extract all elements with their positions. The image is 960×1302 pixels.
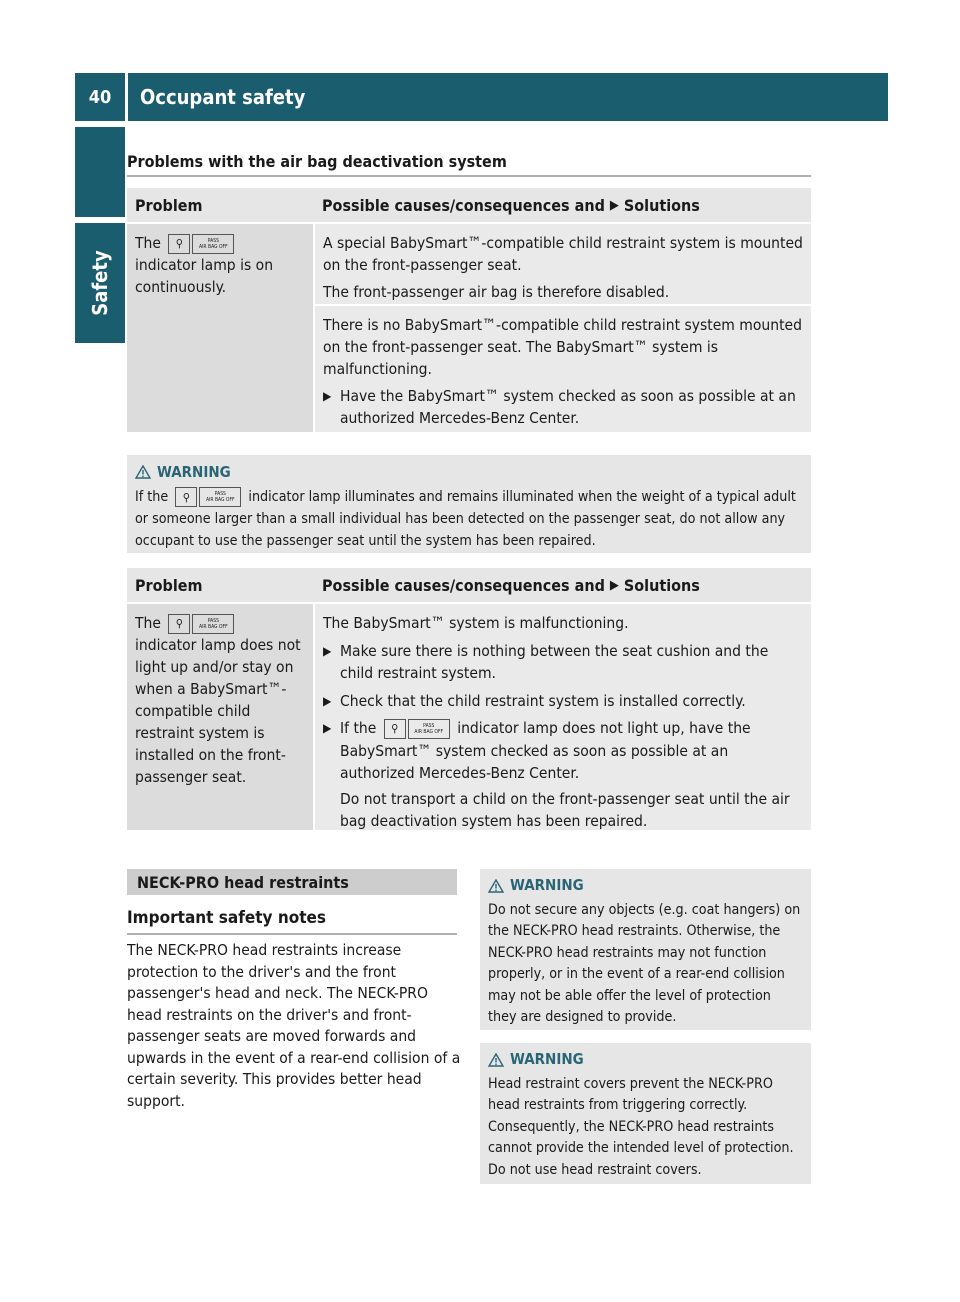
col-causes-label: Possible causes/consequences and [322,575,605,595]
solution-note: Do not transport a child on the front-passenger seat until the air bag deactivation system has been repaired. [340,789,790,830]
side-tab [75,223,125,343]
child-seat-icon: ⚲ [384,719,406,739]
pass-airbag-off-icon: PASS AIR BAG OFF [199,487,241,507]
warning-text: If the [135,489,169,505]
warning-box [480,1043,811,1184]
table1-header [127,188,811,222]
solution-item: ▶ If the ⚲ PASS AIR BAG OFF indicator lamp does not light up, have the BabySmart™ system checked as soon as possible at an authorized Mercedes-Benz Center. Do not transport a child on the front-passenger seat until the air bag deactivation system has been repaired. [323,717,803,833]
col-causes [322,576,700,595]
child-seat-icon: ⚲ [168,234,190,254]
col-solutions-label: Solutions [623,575,700,595]
table1-cause1-cell [315,224,811,304]
warning-triangle-icon [488,1053,504,1067]
table2-header [127,568,811,602]
solution-item: ▶ Have the BabySmart™ system checked as soon as possible at an authorized Mercedes-Benz Center. [323,387,796,427]
warning-text: Head restraint covers prevent the NECK-PRO head restraints from triggering correctly. Consequently, the NECK-PRO head restraints cannot provide the intended level of protection. Do not use head restraint covers. [488,1075,794,1178]
warning-triangle-icon [488,879,504,893]
warning-text: indicator lamp illuminates and remains illuminated when the weight of a typical adult or someone larger than a small individual has been detected on the passenger seat, do not allow any occupant to use the passenger seat until the system has been repaired. [135,489,796,549]
warning-label: WARNING [157,463,231,481]
col-causes [322,196,700,215]
section-title: Problems with the air bag deactivation system [127,152,811,177]
pass-airbag-off-icon: PASS AIR BAG OFF [408,719,450,739]
pass-airbag-off-icon: PASS AIR BAG OFF [192,614,234,634]
col-solutions-label: Solutions [623,195,700,215]
table2-problem-cell [127,604,313,830]
col-causes-label: Possible causes/consequences and [322,195,605,215]
warning-box [127,455,811,553]
problem-text: The [135,234,161,252]
neck-pro-body: The NECK-PRO head restraints increase protection to the driver's and the front passenger's head and neck. The NECK-PRO head restraints on the driver's and front-passenger seats are moved forwards and upwards in the event of a rear-end collision of a certain severity. This provides better head support. [127,941,461,1110]
arrow-right-icon: ▶ [609,197,619,213]
warning-label: WARNING [510,876,584,894]
indicator-icons [175,487,241,507]
cause-text: The front-passenger air bag is therefore disabled. [323,283,670,301]
arrow-right-icon: ▶ [323,389,332,403]
col-problem: Problem [135,195,203,215]
cause-text: There is no BabySmart™-compatible child restraint system mounted on the front-passenger seat. The BabySmart™ system is malfunctioning. [323,316,802,378]
child-seat-icon: ⚲ [175,487,197,507]
warning-text: Do not secure any objects (e.g. coat hangers) on the NECK-PRO head restraints. Otherwise, the NECK-PRO head restraints may not function properly, or in the event of a rear-end collision may not be able offer the level of protection they are designed to provide. [488,901,801,1025]
problem-text: The [135,614,161,632]
side-tab-label: Safety [88,250,112,316]
chapter-title: Occupant safety [128,73,888,121]
warning-header [488,1049,803,1071]
indicator-icons [168,234,234,254]
arrow-right-icon: ▶ [323,693,332,708]
warning-triangle-icon [135,465,151,479]
warning-header [488,875,803,897]
solution-item: ▶ Check that the child restraint system is installed correctly. [323,690,803,713]
problem-text: indicator lamp is on continuously. [135,256,274,296]
cause-text: The BabySmart™ system is malfunctioning. [323,614,629,632]
neck-pro-title: NECK-PRO head restraints [127,869,457,895]
important-notes-title: Important safety notes [127,908,457,935]
indicator-icons [384,719,450,739]
pass-airbag-off-icon: PASS AIR BAG OFF [192,234,234,254]
child-seat-icon: ⚲ [168,614,190,634]
cause-text: A special BabySmart™-compatible child restraint system is mounted on the front-passenger seat. [323,234,803,274]
col-problem: Problem [135,575,203,595]
warning-label: WARNING [510,1050,584,1068]
table1-problem-cell [127,224,313,432]
problem-text: indicator lamp does not light up and/or stay on when a BabySmart™-compatible child restraint system is installed on the front-passenger seat. [135,636,301,786]
solution-item: ▶ Make sure there is nothing between the seat cushion and the child restraint system. [323,641,769,682]
arrow-right-icon: ▶ [323,721,332,735]
arrow-right-icon: ▶ [609,577,619,593]
table1-cause2-cell [315,306,811,432]
indicator-icons [168,614,234,634]
arrow-right-icon: ▶ [323,643,332,658]
table2-cause-cell [315,604,811,830]
warning-header [135,461,803,483]
warning-box [480,869,811,1030]
side-marker [75,127,125,217]
page-number: 40 [75,73,125,121]
